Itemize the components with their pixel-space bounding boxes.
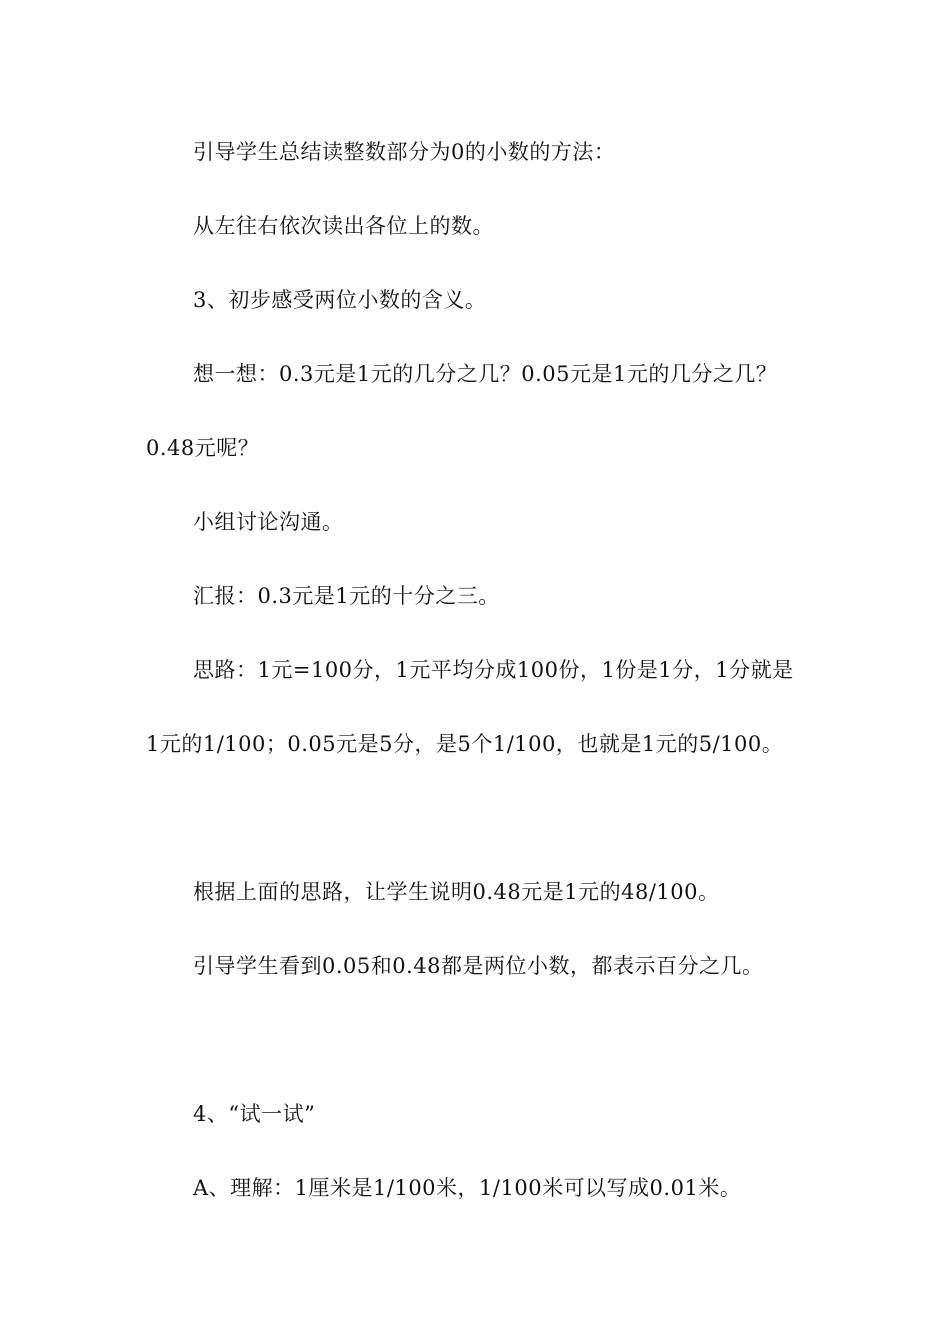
paragraph-two-decimals: 引导学生看到0.05和0.48都是两位小数，都表示百分之几。 bbox=[193, 954, 764, 978]
paragraph-read-order: 从左往右依次读出各位上的数。 bbox=[193, 214, 494, 238]
paragraph-reasoning: 思路：1元=100分，1元平均分成100份，1份是1分，1分就是1元的1/100；0.05元是5分，是5个1/100，也就是1元的5/100。 bbox=[146, 658, 794, 756]
paragraph-section-3: 3、初步感受两位小数的含义。 bbox=[193, 288, 487, 312]
paragraph-section-4: 4、“试一试” bbox=[193, 1102, 316, 1126]
paragraph-explain: 根据上面的思路，让学生说明0.48元是1元的48/100。 bbox=[193, 880, 720, 904]
paragraph-think: 想一想：0.3元是1元的几分之几？0.05元是1元的几分之几？0.48元呢？ bbox=[146, 362, 778, 460]
paragraph-group-discussion: 小组讨论沟通。 bbox=[193, 510, 344, 534]
paragraph-understand: A、理解：1厘米是1/100米，1/100米可以写成0.01米。 bbox=[193, 1176, 742, 1200]
paragraph-report: 汇报：0.3元是1元的十分之三。 bbox=[193, 584, 500, 608]
paragraph-method-summary: 引导学生总结读整数部分为0的小数的方法： bbox=[193, 140, 616, 164]
